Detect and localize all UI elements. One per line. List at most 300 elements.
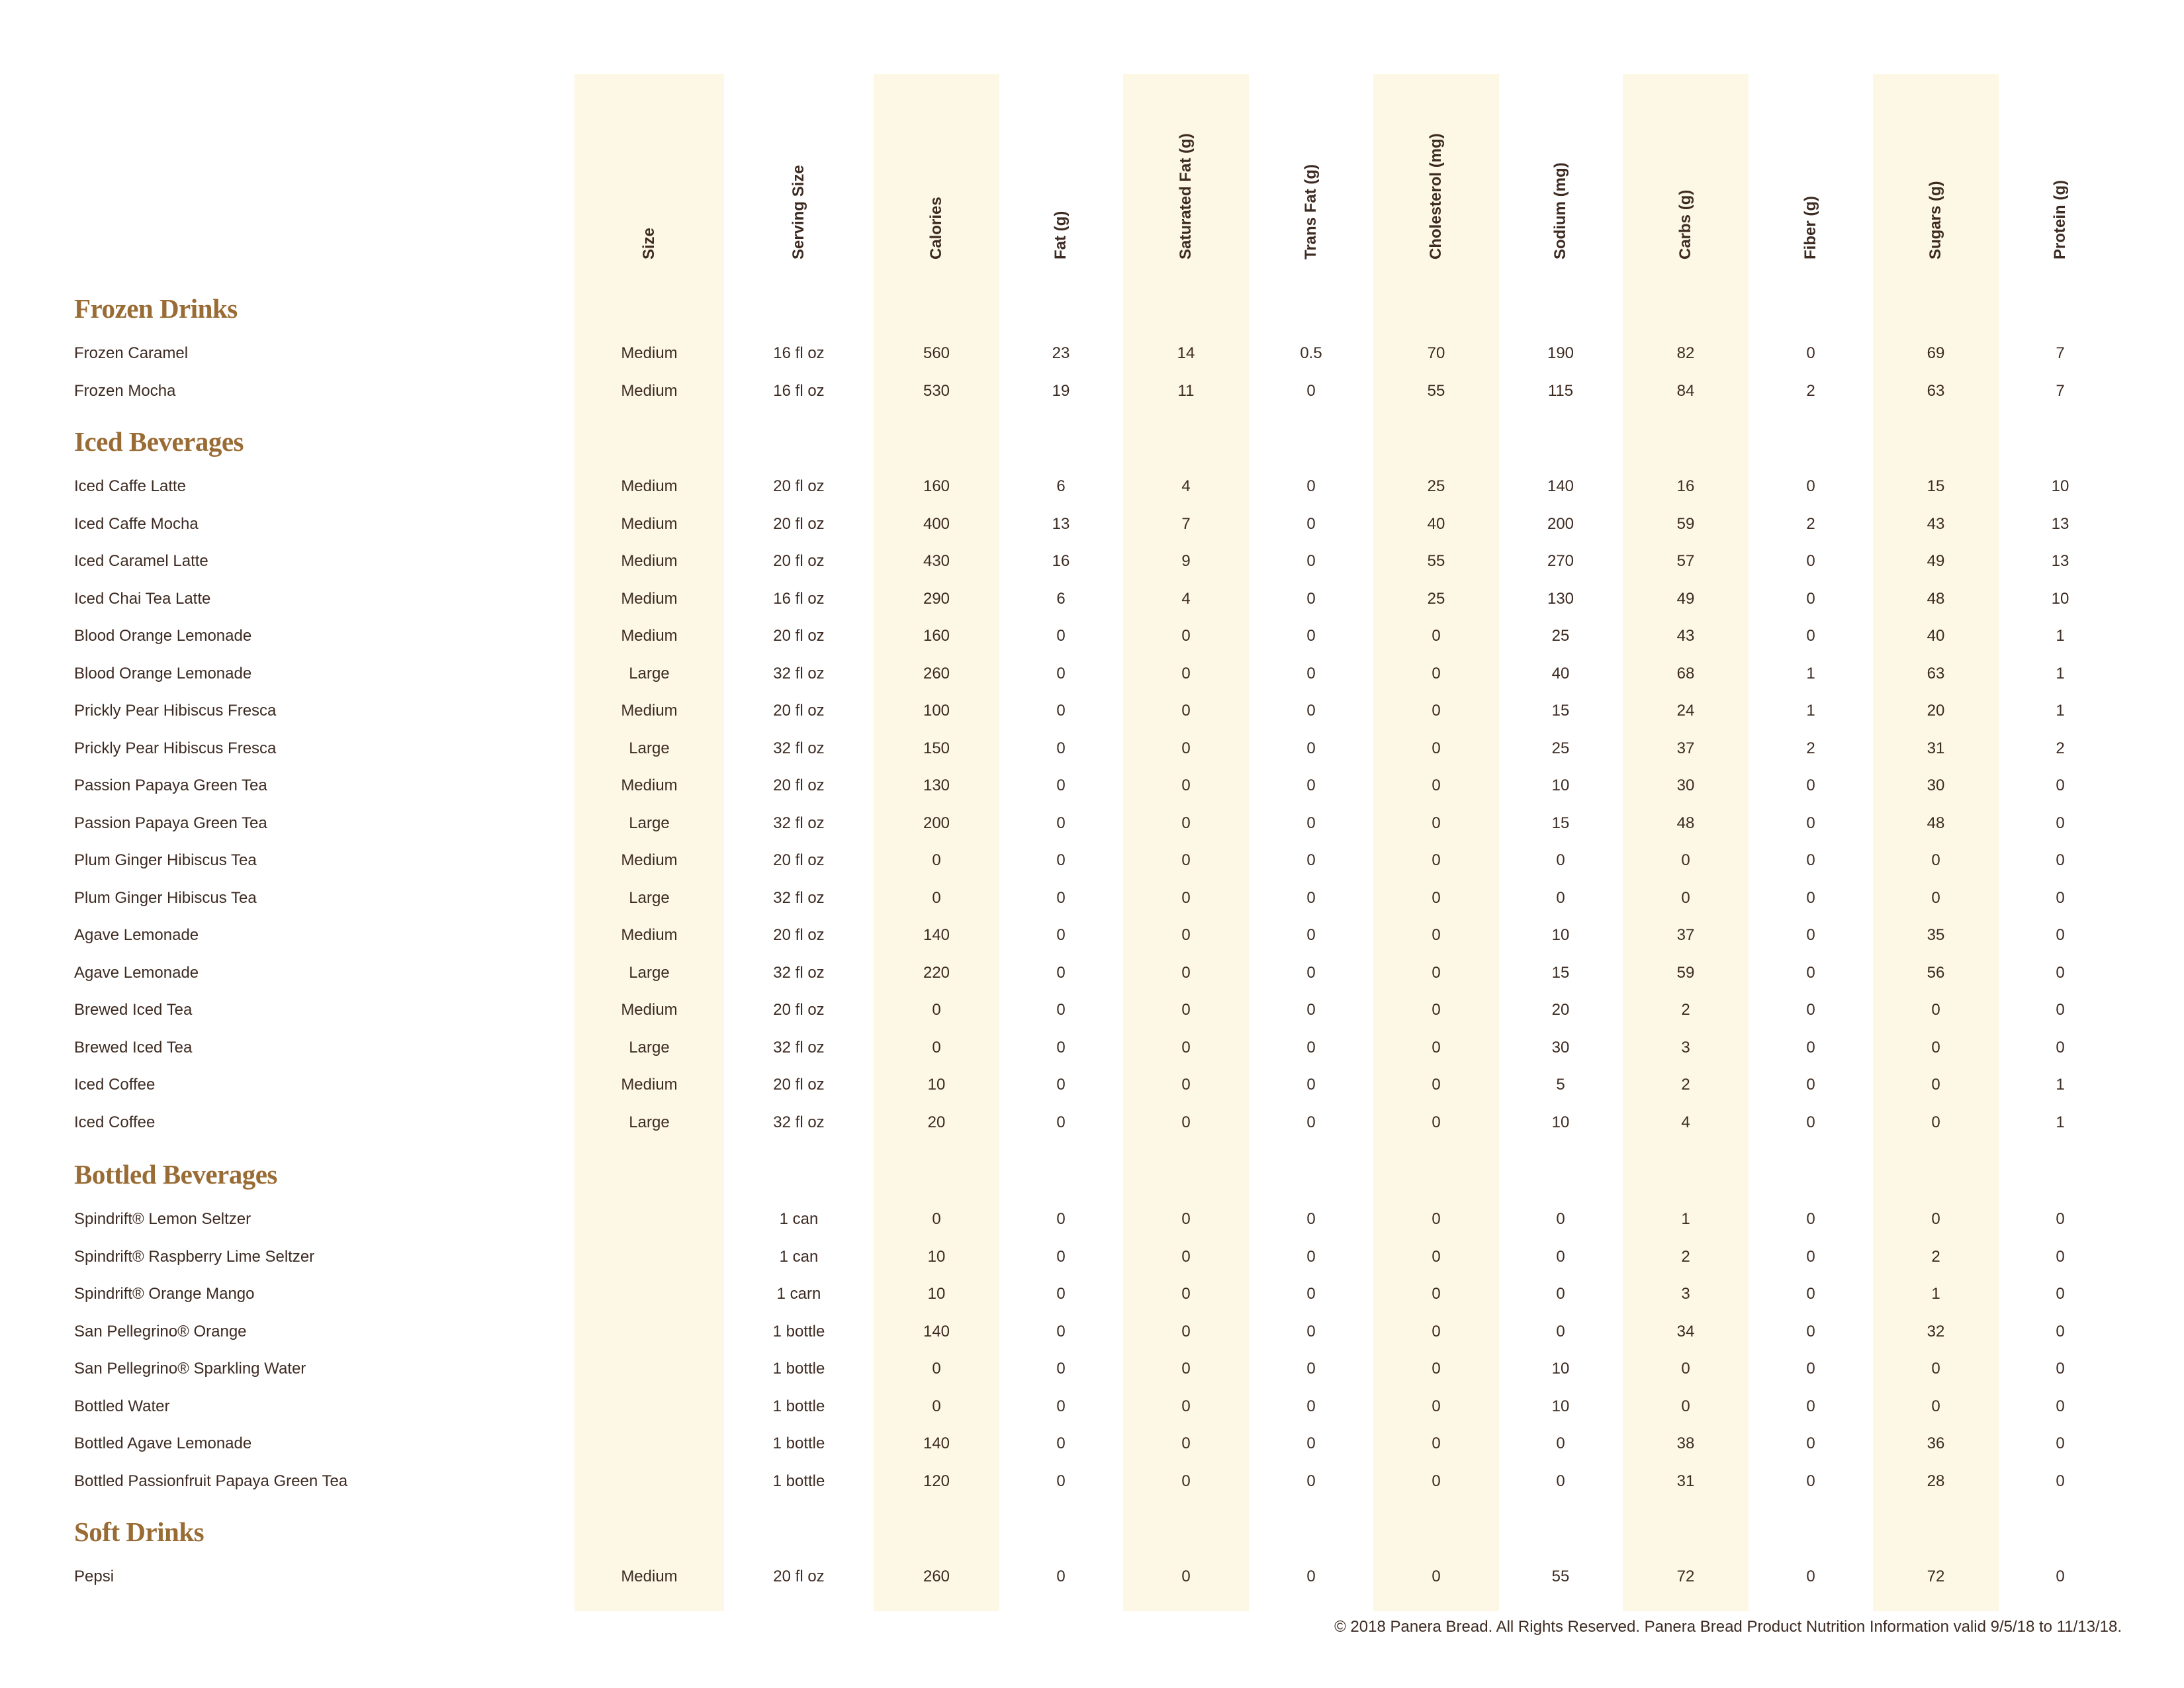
table-cell: 0 bbox=[1181, 1472, 1191, 1490]
table-cell: 0 bbox=[1806, 627, 1815, 645]
section-title-soft-drinks: Soft Drinks bbox=[74, 1517, 205, 1547]
table-cell: 69 bbox=[1927, 344, 1945, 362]
table-cell: 0 bbox=[1931, 1038, 1940, 1056]
table-row bbox=[0, 1281, 2184, 1307]
table-cell: 0 bbox=[1056, 664, 1066, 682]
table-cell: 13 bbox=[2051, 552, 2070, 570]
table-cell: 0 bbox=[1181, 1076, 1191, 1094]
table-cell: 0 bbox=[1306, 776, 1316, 794]
table-cell: 0 bbox=[1432, 1001, 1441, 1019]
column-header-label: Saturated Fat (g) bbox=[1177, 133, 1195, 259]
table-cell: 0 bbox=[1432, 1360, 1441, 1378]
table-cell: 16 fl oz bbox=[773, 344, 825, 362]
table-cell: 0 bbox=[1181, 1001, 1191, 1019]
table-cell: 0 bbox=[1056, 1360, 1066, 1378]
table-cell: 55 bbox=[1551, 1568, 1570, 1585]
table-cell: Medium bbox=[621, 702, 678, 720]
section-title-frozen-drinks: Frozen Drinks bbox=[74, 293, 238, 324]
table-cell: 200 bbox=[1547, 514, 1574, 533]
table-cell: Medium bbox=[621, 514, 678, 533]
table-cell: 32 fl oz bbox=[773, 963, 825, 982]
table-cell: 32 fl oz bbox=[773, 888, 825, 907]
table-cell: 0 bbox=[1306, 514, 1316, 533]
table-cell: 0 bbox=[1306, 926, 1316, 944]
table-cell: 40 bbox=[1551, 664, 1570, 682]
table-cell: 40 bbox=[1427, 514, 1445, 533]
table-cell: 7 bbox=[2056, 381, 2065, 400]
table-row bbox=[0, 1393, 2184, 1420]
table-cell: 7 bbox=[2056, 344, 2065, 362]
table-cell: 0 bbox=[2056, 1038, 2065, 1056]
table-cell: 140 bbox=[923, 1434, 950, 1452]
table-cell: 0 bbox=[2056, 1568, 2065, 1585]
table-cell: 0 bbox=[1432, 926, 1441, 944]
table-cell: 0 bbox=[1556, 888, 1565, 907]
table-cell: 16 bbox=[1052, 552, 1070, 570]
table-cell: 270 bbox=[1547, 552, 1574, 570]
table-cell: 32 fl oz bbox=[773, 739, 825, 757]
table-cell: 160 bbox=[923, 477, 950, 495]
table-cell: 34 bbox=[1676, 1322, 1695, 1340]
table-cell: 1 bottle bbox=[772, 1322, 825, 1340]
table-cell: Medium bbox=[621, 627, 678, 645]
item-name: Iced Chai Tea Latte bbox=[74, 589, 211, 608]
table-cell: 290 bbox=[923, 589, 950, 608]
table-cell: 0 bbox=[1181, 926, 1191, 944]
table-cell: 0 bbox=[1432, 1434, 1441, 1452]
table-cell: 0 bbox=[932, 1210, 941, 1228]
table-cell: 10 bbox=[1551, 1360, 1570, 1378]
table-cell: 6 bbox=[1056, 589, 1066, 608]
table-cell: 0 bbox=[1806, 963, 1815, 982]
table-cell: 48 bbox=[1927, 814, 1945, 832]
table-cell: 0 bbox=[1556, 1247, 1565, 1266]
column-header-label: Sodium (mg) bbox=[1551, 162, 1569, 259]
table-cell: 0 bbox=[1181, 627, 1191, 645]
table-cell: Large bbox=[629, 963, 670, 982]
table-cell: 0 bbox=[1432, 1113, 1441, 1131]
table-cell: 0 bbox=[1306, 664, 1316, 682]
table-row bbox=[0, 340, 2184, 367]
table-cell: 0 bbox=[1306, 963, 1316, 982]
table-cell: 0 bbox=[2056, 851, 2065, 869]
table-cell: 0 bbox=[932, 1001, 941, 1019]
table-cell: 0 bbox=[1056, 1076, 1066, 1094]
table-cell: 0 bbox=[1306, 702, 1316, 720]
table-cell: 0 bbox=[1931, 1001, 1940, 1019]
table-cell: 0 bbox=[1806, 589, 1815, 608]
table-cell: 0 bbox=[1306, 814, 1316, 832]
table-cell: Large bbox=[629, 888, 670, 907]
table-cell: 0 bbox=[1181, 1247, 1191, 1266]
table-cell: 10 bbox=[927, 1247, 946, 1266]
table-cell: 15 bbox=[1551, 702, 1570, 720]
table-cell: 20 fl oz bbox=[773, 627, 825, 645]
table-cell: 0 bbox=[1306, 1397, 1316, 1415]
table-cell: 25 bbox=[1427, 589, 1445, 608]
table-cell: 23 bbox=[1052, 344, 1070, 362]
table-cell: 0 bbox=[1931, 851, 1940, 869]
table-cell: 0 bbox=[1556, 1472, 1565, 1490]
table-cell: 1 bottle bbox=[772, 1360, 825, 1378]
table-cell: 0 bbox=[1181, 664, 1191, 682]
table-cell: 35 bbox=[1927, 926, 1945, 944]
table-cell: 1 bbox=[1681, 1210, 1690, 1228]
table-cell: 0 bbox=[2056, 1001, 2065, 1019]
table-cell: 0 bbox=[2056, 814, 2065, 832]
table-cell: 220 bbox=[923, 963, 950, 982]
table-cell: 20 bbox=[1927, 702, 1945, 720]
table-cell: 57 bbox=[1676, 552, 1695, 570]
table-cell: 31 bbox=[1927, 739, 1945, 757]
table-cell: Medium bbox=[621, 851, 678, 869]
table-cell: 25 bbox=[1551, 739, 1570, 757]
table-cell: 0 bbox=[1056, 1568, 1066, 1585]
table-cell: 0 bbox=[1306, 1434, 1316, 1452]
table-cell: 0 bbox=[1181, 1285, 1191, 1303]
item-name: Plum Ginger Hibiscus Tea bbox=[74, 851, 257, 869]
table-cell: 0 bbox=[2056, 1472, 2065, 1490]
table-cell: 0 bbox=[1181, 1113, 1191, 1131]
table-row bbox=[0, 1319, 2184, 1345]
table-cell: 4 bbox=[1181, 477, 1191, 495]
table-cell: 0 bbox=[1556, 851, 1565, 869]
column-header-label: Fiber (g) bbox=[1801, 196, 1819, 259]
table-cell: 0 bbox=[1056, 963, 1066, 982]
table-cell: 0 bbox=[1432, 1247, 1441, 1266]
table-cell: 0 bbox=[1056, 1001, 1066, 1019]
table-cell: 0 bbox=[1181, 888, 1191, 907]
table-cell: 2 bbox=[1931, 1247, 1940, 1266]
table-cell: 0 bbox=[1181, 1434, 1191, 1452]
table-cell: 0 bbox=[932, 851, 941, 869]
column-header-label: Carbs (g) bbox=[1676, 189, 1694, 259]
table-cell: 0 bbox=[2056, 1360, 2065, 1378]
table-cell: 0 bbox=[2056, 1434, 2065, 1452]
table-cell: 0 bbox=[1806, 1322, 1815, 1340]
item-name: Pepsi bbox=[74, 1568, 114, 1585]
table-cell: 0 bbox=[932, 1397, 941, 1415]
table-cell: 20 fl oz bbox=[773, 1568, 825, 1585]
table-cell: 0 bbox=[1056, 739, 1066, 757]
table-cell: 0 bbox=[1306, 851, 1316, 869]
table-cell: 32 fl oz bbox=[773, 664, 825, 682]
table-cell: 32 bbox=[1927, 1322, 1945, 1340]
table-cell: 0 bbox=[1556, 1322, 1565, 1340]
table-cell: 11 bbox=[1177, 381, 1195, 400]
table-cell: 24 bbox=[1676, 702, 1695, 720]
table-cell: 0 bbox=[1931, 1360, 1940, 1378]
table-cell: 49 bbox=[1927, 552, 1945, 570]
table-cell: 560 bbox=[923, 344, 950, 362]
table-cell: 0 bbox=[1056, 1472, 1066, 1490]
table-cell: 1 bottle bbox=[772, 1397, 825, 1415]
table-cell: 6 bbox=[1056, 477, 1066, 495]
table-cell: 1 bbox=[1931, 1285, 1940, 1303]
table-cell: 0 bbox=[1432, 739, 1441, 757]
table-row bbox=[0, 1109, 2184, 1136]
table-row bbox=[0, 1244, 2184, 1270]
table-cell: 0 bbox=[1432, 1397, 1441, 1415]
table-cell: 0 bbox=[1056, 1397, 1066, 1415]
table-cell: 0 bbox=[1806, 888, 1815, 907]
table-cell: 10 bbox=[2051, 477, 2070, 495]
table-cell: 0 bbox=[1056, 1113, 1066, 1131]
table-cell: 48 bbox=[1676, 814, 1695, 832]
table-row bbox=[0, 1035, 2184, 1061]
table-cell: 72 bbox=[1676, 1568, 1695, 1585]
table-cell: 30 bbox=[1551, 1038, 1570, 1056]
table-row bbox=[0, 1356, 2184, 1382]
table-cell: 100 bbox=[923, 702, 950, 720]
table-cell: 1 can bbox=[779, 1210, 819, 1228]
table-cell: 0 bbox=[1181, 1360, 1191, 1378]
table-cell: 13 bbox=[1052, 514, 1070, 533]
table-cell: 28 bbox=[1927, 1472, 1945, 1490]
table-cell: 0 bbox=[1806, 814, 1815, 832]
table-cell: Medium bbox=[621, 552, 678, 570]
table-cell: 2 bbox=[1681, 1076, 1690, 1094]
table-cell: 20 fl oz bbox=[773, 702, 825, 720]
table-cell: Large bbox=[629, 814, 670, 832]
table-cell: 10 bbox=[1551, 1113, 1570, 1131]
table-cell: 0 bbox=[1056, 776, 1066, 794]
table-cell: 20 fl oz bbox=[773, 776, 825, 794]
table-cell: 0 bbox=[2056, 1210, 2065, 1228]
table-cell: 16 bbox=[1676, 477, 1695, 495]
table-cell: 0 bbox=[1306, 1076, 1316, 1094]
table-row bbox=[0, 1564, 2184, 1590]
table-cell: 0 bbox=[1306, 739, 1316, 757]
table-cell: 115 bbox=[1547, 381, 1574, 400]
table-cell: 0 bbox=[1306, 1568, 1316, 1585]
table-cell: 15 bbox=[1551, 814, 1570, 832]
item-name: Agave Lemonade bbox=[74, 963, 199, 982]
table-cell: 0 bbox=[1056, 627, 1066, 645]
table-cell: 0 bbox=[1432, 627, 1441, 645]
table-cell: 0 bbox=[1306, 1001, 1316, 1019]
table-cell: 32 fl oz bbox=[773, 1113, 825, 1131]
table-cell: Large bbox=[629, 739, 670, 757]
table-cell: 130 bbox=[923, 776, 950, 794]
table-cell: 0 bbox=[1306, 1472, 1316, 1490]
table-cell: 0 bbox=[1432, 1076, 1441, 1094]
table-cell: 25 bbox=[1427, 477, 1445, 495]
table-cell: 430 bbox=[923, 552, 950, 570]
item-name: Iced Caffe Latte bbox=[74, 477, 187, 495]
table-cell: 0 bbox=[2056, 1285, 2065, 1303]
table-cell: 37 bbox=[1676, 926, 1695, 944]
section-title-iced-beverages: Iced Beverages bbox=[74, 426, 244, 457]
table-cell: 0 bbox=[1056, 702, 1066, 720]
table-cell: 20 fl oz bbox=[773, 1001, 825, 1019]
table-cell: 0 bbox=[2056, 888, 2065, 907]
table-cell: Medium bbox=[621, 1076, 678, 1094]
item-name: Spindrift® Orange Mango bbox=[74, 1285, 255, 1303]
table-cell: 0 bbox=[1432, 814, 1441, 832]
table-cell: 530 bbox=[923, 381, 950, 400]
table-cell: 0 bbox=[1181, 1397, 1191, 1415]
table-cell: 10 bbox=[1551, 776, 1570, 794]
table-row bbox=[0, 885, 2184, 912]
table-cell: Medium bbox=[621, 381, 678, 400]
table-cell: 49 bbox=[1676, 589, 1695, 608]
table-cell: 30 bbox=[1927, 776, 1945, 794]
table-cell: 9 bbox=[1181, 552, 1191, 570]
table-cell: 10 bbox=[2051, 589, 2070, 608]
table-cell: Medium bbox=[621, 1568, 678, 1585]
table-cell: 0 bbox=[1056, 1247, 1066, 1266]
table-cell: 0 bbox=[1931, 1210, 1940, 1228]
item-name: Bottled Water bbox=[74, 1397, 170, 1415]
table-cell: 0 bbox=[932, 1360, 941, 1378]
table-cell: 0 bbox=[1432, 963, 1441, 982]
table-row bbox=[0, 548, 2184, 575]
table-row bbox=[0, 847, 2184, 874]
table-cell: Large bbox=[629, 664, 670, 682]
table-cell: 40 bbox=[1927, 627, 1945, 645]
item-name: Frozen Mocha bbox=[74, 381, 176, 400]
table-cell: 59 bbox=[1676, 514, 1695, 533]
item-name: Plum Ginger Hibiscus Tea bbox=[74, 888, 257, 907]
table-cell: 0 bbox=[1181, 1038, 1191, 1056]
column-header-label: Cholesterol (mg) bbox=[1427, 133, 1445, 259]
table-cell: 2 bbox=[1806, 381, 1815, 400]
table-cell: 2 bbox=[2056, 739, 2065, 757]
table-cell: 20 fl oz bbox=[773, 552, 825, 570]
table-row bbox=[0, 960, 2184, 986]
table-cell: 0 bbox=[1432, 1322, 1441, 1340]
table-row bbox=[0, 922, 2184, 949]
table-cell: 0 bbox=[1432, 664, 1441, 682]
table-cell: 0 bbox=[1432, 851, 1441, 869]
table-row bbox=[0, 623, 2184, 649]
table-cell: 0 bbox=[1306, 589, 1316, 608]
table-cell: 15 bbox=[1551, 963, 1570, 982]
table-cell: 0 bbox=[2056, 926, 2065, 944]
table-cell: 1 bottle bbox=[772, 1472, 825, 1490]
table-row bbox=[0, 773, 2184, 799]
table-cell: 0 bbox=[1181, 1568, 1191, 1585]
table-cell: 0 bbox=[1931, 1113, 1940, 1131]
table-cell: 0 bbox=[1806, 477, 1815, 495]
table-cell: 1 bbox=[2056, 1076, 2065, 1094]
table-cell: 16 fl oz bbox=[773, 381, 825, 400]
table-cell: 10 bbox=[1551, 926, 1570, 944]
table-cell: 82 bbox=[1676, 344, 1695, 362]
table-row bbox=[0, 586, 2184, 612]
table-cell: 0 bbox=[1806, 1472, 1815, 1490]
table-cell: 30 bbox=[1676, 776, 1695, 794]
table-cell: 0 bbox=[1556, 1210, 1565, 1228]
table-cell: 37 bbox=[1676, 739, 1695, 757]
table-cell: 43 bbox=[1927, 514, 1945, 533]
table-cell: 59 bbox=[1676, 963, 1695, 982]
item-name: Passion Papaya Green Tea bbox=[74, 776, 267, 794]
table-cell: 2 bbox=[1681, 1001, 1690, 1019]
table-cell: 0 bbox=[1806, 1397, 1815, 1415]
table-cell: 0 bbox=[1806, 1210, 1815, 1228]
table-cell: 0 bbox=[1556, 1285, 1565, 1303]
table-cell: 190 bbox=[1547, 344, 1574, 362]
table-cell: 0 bbox=[1806, 552, 1815, 570]
item-name: Iced Coffee bbox=[74, 1113, 156, 1131]
table-cell: Medium bbox=[621, 1001, 678, 1019]
item-name: Blood Orange Lemonade bbox=[74, 627, 252, 645]
table-cell: 32 fl oz bbox=[773, 1038, 825, 1056]
table-cell: 0 bbox=[1432, 1285, 1441, 1303]
table-cell: 140 bbox=[923, 1322, 950, 1340]
item-name: Agave Lemonade bbox=[74, 926, 199, 944]
table-cell: 20 fl oz bbox=[773, 1076, 825, 1094]
table-cell: 0 bbox=[1931, 888, 1940, 907]
table-cell: 14 bbox=[1177, 344, 1195, 362]
table-cell: 0 bbox=[1806, 926, 1815, 944]
table-cell: 260 bbox=[923, 664, 950, 682]
table-row bbox=[0, 1468, 2184, 1495]
table-cell: 260 bbox=[923, 1568, 950, 1585]
column-header-label: Trans Fat (g) bbox=[1302, 164, 1320, 259]
table-cell: 0 bbox=[1806, 344, 1815, 362]
table-cell: 1 bbox=[2056, 627, 2065, 645]
column-header-label: Protein (g) bbox=[2051, 180, 2069, 259]
section-title-bottled-beverages: Bottled Beverages bbox=[74, 1159, 277, 1190]
table-cell: 0 bbox=[1181, 702, 1191, 720]
item-name: San Pellegrino® Orange bbox=[74, 1322, 247, 1340]
table-cell: 0 bbox=[1306, 888, 1316, 907]
table-cell: Medium bbox=[621, 926, 678, 944]
column-header-label: Serving Size bbox=[790, 165, 807, 259]
table-cell: 0 bbox=[1056, 851, 1066, 869]
table-cell: 3 bbox=[1681, 1038, 1690, 1056]
table-cell: 0 bbox=[1056, 814, 1066, 832]
table-cell: 3 bbox=[1681, 1285, 1690, 1303]
item-name: Iced Caramel Latte bbox=[74, 552, 208, 570]
table-cell: 68 bbox=[1676, 664, 1695, 682]
table-cell: 55 bbox=[1427, 381, 1445, 400]
table-cell: 0 bbox=[1306, 1113, 1316, 1131]
table-cell: 0 bbox=[1681, 1360, 1690, 1378]
table-cell: 43 bbox=[1676, 627, 1695, 645]
table-row bbox=[0, 735, 2184, 762]
table-cell: Medium bbox=[621, 589, 678, 608]
table-cell: 48 bbox=[1927, 589, 1945, 608]
table-cell: 0 bbox=[2056, 1322, 2065, 1340]
table-row bbox=[0, 698, 2184, 724]
table-cell: 0 bbox=[1556, 1434, 1565, 1452]
table-cell: 0 bbox=[1306, 1247, 1316, 1266]
item-name: Prickly Pear Hibiscus Fresca bbox=[74, 739, 277, 757]
table-cell: Large bbox=[629, 1038, 670, 1056]
table-cell: 0 bbox=[1306, 1322, 1316, 1340]
table-row bbox=[0, 661, 2184, 687]
table-cell: 0 bbox=[1931, 1076, 1940, 1094]
table-cell: Large bbox=[629, 1113, 670, 1131]
table-cell: 0 bbox=[1056, 1210, 1066, 1228]
table-cell: 0 bbox=[1056, 1038, 1066, 1056]
table-cell: 1 bbox=[2056, 702, 2065, 720]
table-cell: 31 bbox=[1676, 1472, 1695, 1490]
item-name: Spindrift® Lemon Seltzer bbox=[74, 1210, 251, 1228]
item-name: Bottled Agave Lemonade bbox=[74, 1434, 252, 1452]
table-cell: 0.5 bbox=[1300, 344, 1322, 362]
table-cell: 0 bbox=[1806, 851, 1815, 869]
item-name: San Pellegrino® Sparkling Water bbox=[74, 1360, 306, 1378]
table-cell: 0 bbox=[932, 1038, 941, 1056]
table-cell: 0 bbox=[1181, 851, 1191, 869]
table-cell: 56 bbox=[1927, 963, 1945, 982]
table-cell: 1 bbox=[2056, 664, 2065, 682]
